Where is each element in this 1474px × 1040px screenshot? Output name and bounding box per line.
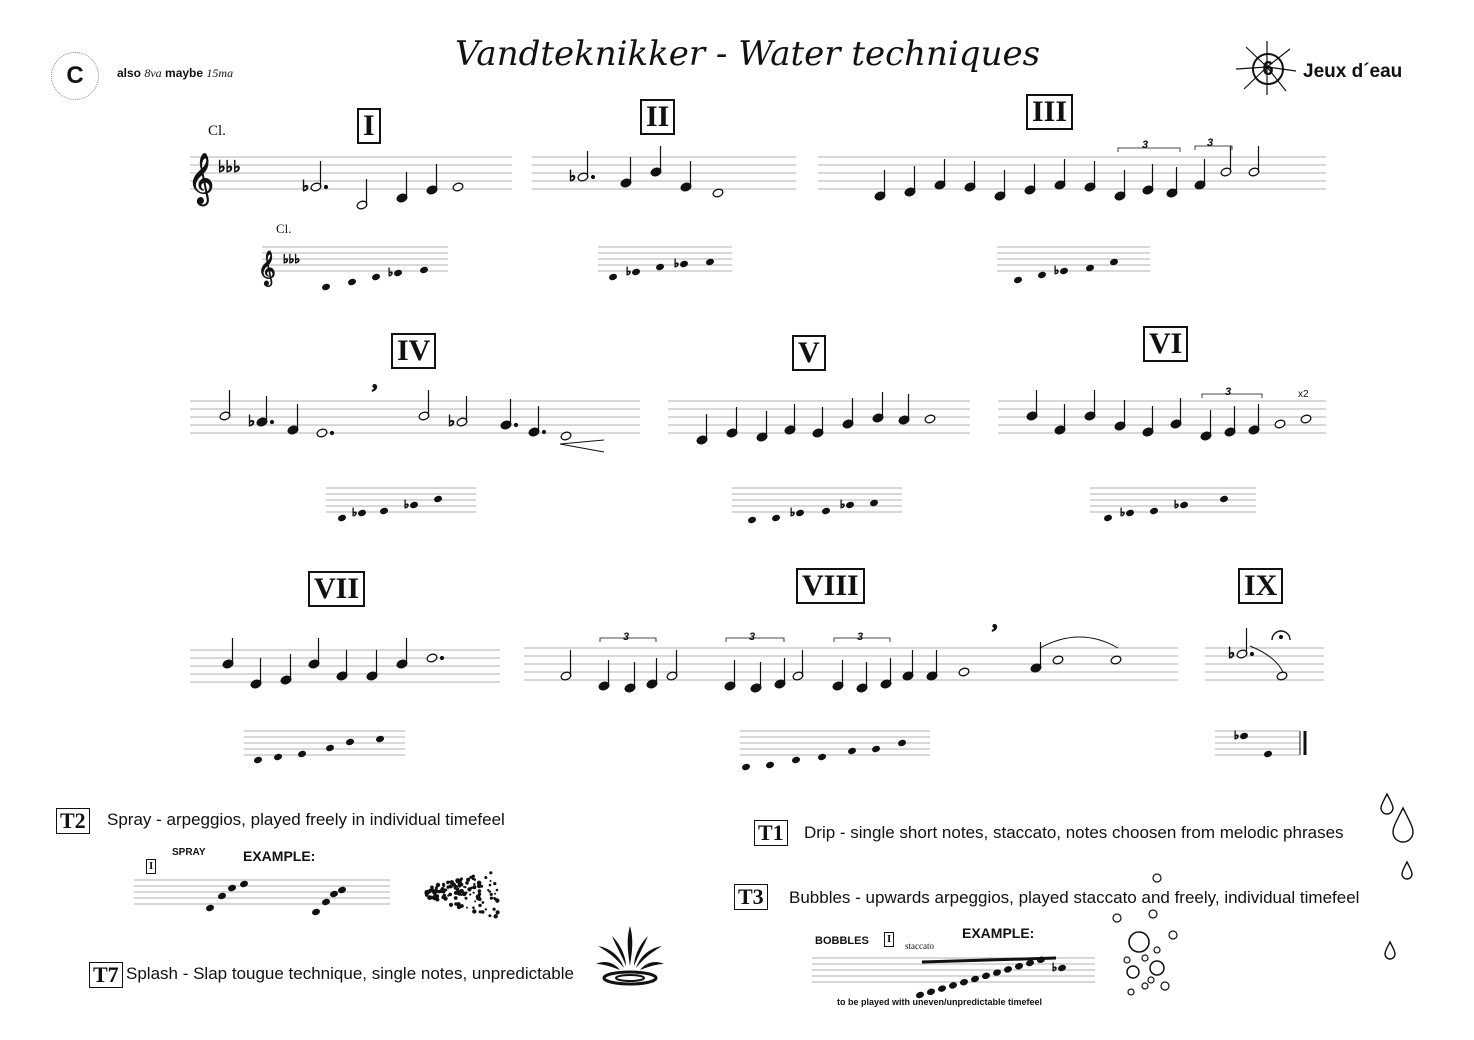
note-head (1052, 655, 1064, 665)
scale-note (818, 753, 827, 760)
splash-icon (594, 922, 666, 994)
scale-note (1220, 495, 1229, 502)
scale-note (927, 988, 936, 995)
scale-note (960, 979, 969, 986)
spray-dot (496, 910, 500, 914)
scale-note (312, 908, 321, 915)
spray-dot (463, 886, 465, 888)
scale-note (1110, 258, 1119, 265)
spray-dot (479, 910, 482, 913)
spray-dot (490, 880, 492, 882)
instrument-label: Cl. (208, 123, 226, 139)
scale-note (298, 750, 307, 757)
scale-note (706, 258, 715, 265)
spray-dot (472, 909, 476, 913)
scale-note (410, 501, 419, 508)
flat-sign: ♭ (1120, 507, 1126, 519)
spray-dot (487, 889, 489, 891)
tuplet-label-VIII-a: 3 (623, 631, 630, 643)
dot (1250, 652, 1253, 655)
scale-note (358, 509, 367, 516)
spray-dot (457, 883, 461, 887)
spray-dot (462, 892, 467, 897)
scale-note (742, 763, 751, 770)
spray-cloud-icon (420, 864, 502, 922)
section-label-II: II (640, 99, 675, 135)
section-label-VIII: VIII (796, 568, 865, 604)
spray-dot (441, 890, 443, 892)
bubbles-ref: I (884, 932, 894, 947)
gliss-line (1250, 646, 1283, 672)
spray-dot (430, 897, 433, 900)
tuplet-bracket (1202, 394, 1262, 398)
spray-dot (460, 878, 463, 881)
spray-dot (436, 898, 440, 902)
spray-tag: SPRAY (172, 847, 206, 858)
spray-dot (489, 871, 492, 874)
scale-note (218, 892, 227, 899)
spray-dot (478, 893, 481, 896)
transposition-note: also 8va maybe 15ma (117, 66, 234, 80)
note-head (958, 667, 970, 677)
scale-note (338, 886, 347, 893)
dot (440, 656, 443, 659)
fermata-dot (1279, 635, 1282, 638)
spray-dot (435, 886, 438, 889)
spray-ref: I (146, 859, 156, 874)
spray-dot (447, 895, 449, 897)
bubbles-footnote: to be played with uneven/unpredictable timefeel (837, 997, 1043, 1007)
scale-note (898, 739, 907, 746)
spray-dot (484, 876, 487, 879)
spray-dot (473, 892, 475, 894)
scale-note (1058, 964, 1067, 971)
tuplet-label-VIII-b: 3 (749, 631, 756, 643)
spray-dot (489, 884, 492, 887)
spray-dot (472, 885, 476, 889)
flat-sign: ♭ (569, 169, 577, 185)
spray-dot (433, 890, 435, 892)
key-signature: ♭♭♭ (218, 159, 241, 176)
spray-dot (466, 878, 470, 882)
water-drop-icon (1375, 790, 1425, 970)
page-title: Vandteknikker - Water techniques (455, 34, 1041, 74)
tuplet-label-VIII-c: 3 (857, 631, 864, 643)
scale-note (848, 747, 857, 754)
bubbles-example-label: EXAMPLE: (962, 925, 1035, 941)
spray-dot (469, 893, 471, 895)
scale-note (1004, 966, 1013, 973)
spray-dot (472, 906, 475, 909)
spray-dot (488, 914, 491, 917)
spray-dot (454, 886, 458, 890)
scale-note (949, 982, 958, 989)
spray-dot (449, 881, 451, 883)
spray-dot (490, 897, 493, 900)
technique-code-T3: T3 (734, 884, 768, 910)
scale-note (680, 260, 689, 267)
instrument-label-scale: Cl. (276, 221, 292, 236)
scale-note (792, 756, 801, 763)
spray-example-label: EXAMPLE: (243, 848, 316, 864)
technique-code-T2: T2 (56, 808, 90, 834)
scale-note (656, 263, 665, 270)
spray-dot (454, 902, 458, 906)
section-label-III: III (1026, 94, 1073, 130)
tuplet-bracket (1118, 148, 1180, 152)
note-head (924, 414, 936, 424)
section-label-IX: IX (1238, 568, 1283, 604)
bubbles-articulation: staccato (905, 941, 934, 951)
scale-note (1038, 271, 1047, 278)
scale-note (982, 972, 991, 979)
flat-sign: ♭ (302, 179, 310, 195)
flat-sign: ♭ (1054, 265, 1060, 277)
spray-dot (496, 901, 498, 903)
spray-dot (482, 901, 485, 904)
note-head (712, 188, 724, 198)
note-head (560, 431, 572, 441)
flat-sign: ♭ (1174, 499, 1180, 511)
spray-dot (474, 900, 476, 902)
scale-note (322, 283, 331, 290)
flat-sign: ♭ (626, 266, 632, 278)
scale-note (322, 898, 331, 905)
scale-note (394, 269, 403, 276)
spray-dot (493, 908, 496, 911)
dot (270, 420, 273, 423)
scale-note (1150, 507, 1159, 514)
scale-note (1060, 267, 1069, 274)
spray-dot (466, 907, 468, 909)
dot (591, 175, 594, 178)
scale-note (330, 890, 339, 897)
spray-dot (454, 896, 458, 900)
note-head (452, 182, 464, 192)
spray-dot (478, 889, 482, 893)
spray-dot (470, 887, 473, 890)
spray-dot (442, 884, 445, 887)
flat-sign: ♭ (248, 414, 256, 430)
scale-note (434, 495, 443, 502)
scale-note (420, 266, 429, 273)
spray-dot (447, 885, 450, 888)
breath-mark: , (992, 608, 998, 633)
spray-dot (478, 904, 481, 907)
bubbles-icon (1105, 868, 1185, 1003)
crescendo-hairpin (560, 440, 604, 452)
scale-note (346, 738, 355, 745)
spray-dot (485, 908, 487, 910)
scale-note (632, 268, 641, 275)
scale-note (254, 756, 263, 763)
scale-note (971, 975, 980, 982)
scale-note (1240, 732, 1249, 739)
dot (330, 431, 333, 434)
key-signature: ♭♭♭ (283, 252, 300, 266)
note-head (1276, 671, 1288, 681)
scale-note (796, 509, 805, 516)
scale-note (1180, 501, 1189, 508)
scale-note (1026, 959, 1035, 966)
scale-note (872, 745, 881, 752)
spray-dot (496, 889, 499, 892)
scale-note (609, 273, 618, 280)
dot (324, 185, 327, 188)
scale-note (1086, 264, 1095, 271)
technique-desc-T7: Splash - Slap tougue technique, single notes, unpredictable (126, 964, 574, 983)
scale-note (1014, 276, 1023, 283)
note-head (426, 653, 438, 663)
spray-dot (473, 883, 475, 885)
scale-note (274, 753, 283, 760)
scale-note (1264, 750, 1273, 757)
tuplet-label-III-a: 3 (1142, 139, 1149, 151)
spray-dot (494, 893, 496, 895)
treble-clef: 𝄞 (188, 154, 215, 203)
repeat-mark-VI: x2 (1298, 389, 1309, 400)
scale-note (376, 735, 385, 742)
spray-dot (457, 891, 461, 895)
scale-note (206, 904, 215, 911)
section-label-VII: VII (308, 571, 365, 607)
spray-dot (449, 903, 453, 907)
scale-note (870, 499, 879, 506)
spray-dot (477, 884, 482, 889)
spray-dot (469, 876, 472, 879)
spray-dot (494, 914, 498, 918)
spray-dot (465, 897, 468, 900)
section-label-IV: IV (391, 333, 436, 369)
dot (542, 430, 545, 433)
spray-dot (428, 889, 431, 892)
spray-dot (433, 894, 437, 898)
flat-sign: ♭ (674, 258, 680, 270)
scale-note (772, 514, 781, 521)
scale-note (822, 507, 831, 514)
note-head (316, 428, 328, 438)
spray-dot (473, 878, 476, 881)
scale-note (228, 884, 237, 891)
tie (1040, 637, 1118, 648)
flat-sign: ♭ (404, 499, 410, 511)
tuplet-label-VI: 3 (1225, 386, 1232, 398)
technique-desc-T1: Drip - single short notes, staccato, notes choosen from melodic phrases (804, 823, 1344, 842)
technique-desc-T2: Spray - arpeggios, played freely in individual timefeel (107, 810, 505, 829)
section-label-VI: VI (1143, 326, 1188, 362)
spray-dot (493, 882, 496, 885)
spray-dot (443, 894, 446, 897)
tuplet-bracket (1195, 146, 1232, 150)
bubbles-tag: BOBBLES (815, 935, 869, 947)
spray-dot (425, 893, 427, 895)
technique-code-T7: T7 (89, 962, 123, 988)
scale-note (748, 516, 757, 523)
scale-note (938, 985, 947, 992)
note-head (1274, 419, 1286, 429)
flat-sign: ♭ (448, 414, 456, 430)
beam (922, 958, 1056, 962)
flat-sign: ♭ (1052, 962, 1058, 974)
scale-note (338, 514, 347, 521)
dot (514, 423, 517, 426)
page-number-badge: 6 (1252, 53, 1284, 85)
flat-sign: ♭ (1234, 730, 1240, 742)
section-label-V: V (792, 335, 826, 371)
spray-dot (490, 893, 493, 896)
page-subtitle: Jeux d´eau (1303, 61, 1403, 82)
flat-sign: ♭ (388, 267, 394, 279)
flat-sign: ♭ (840, 499, 846, 511)
technique-code-T1: T1 (754, 820, 788, 846)
note-head (1300, 414, 1312, 424)
scale-note (240, 880, 249, 887)
technique-desc-T3: Bubbles - upwards arpeggios, played staccato and freely, individual timefeel (789, 888, 1360, 907)
scale-note (380, 507, 389, 514)
scale-note (846, 501, 855, 508)
tuplet-label-III-b: 3 (1207, 137, 1214, 149)
breath-mark: , (372, 368, 378, 393)
key-letter: C (66, 62, 84, 89)
scale-note (1104, 514, 1113, 521)
flat-sign: ♭ (352, 507, 358, 519)
spray-dot (445, 889, 448, 892)
scale-note (326, 744, 335, 751)
section-label-I: I (357, 108, 381, 144)
flat-sign: ♭ (1228, 646, 1236, 662)
treble-clef: 𝄞 (258, 252, 276, 285)
note-head (1110, 655, 1122, 665)
spray-dot (465, 881, 469, 885)
scale-note (1126, 509, 1135, 516)
scale-note (766, 761, 775, 768)
spray-dot (493, 897, 495, 899)
scale-note (372, 273, 381, 280)
scale-note (348, 278, 357, 285)
flat-sign: ♭ (790, 507, 796, 519)
